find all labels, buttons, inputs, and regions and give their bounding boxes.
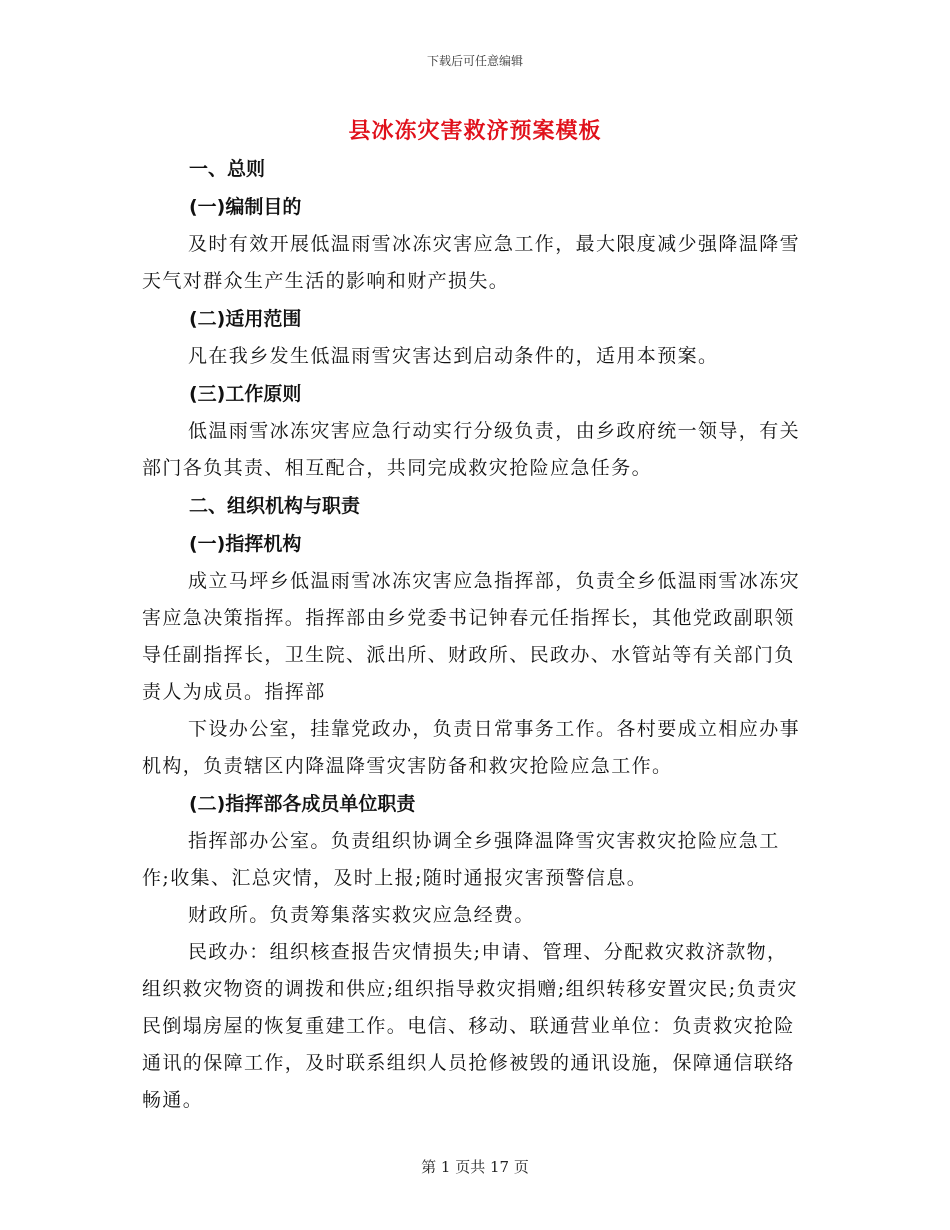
document-title: 县冰冻灾害救济预案模板 — [348, 118, 602, 144]
paragraph-duties-civil: 民政办：组织核查报告灾情损失;申请、管理、分配救灾救济款物，组织救灾物资的调拨和供应;组织指导救灾捐赠;组织转移安置灾民;负责灾民倒塌房屋的恢复重建工作。电信、移动、联通营业单位：负责救灾抢险通讯的保障工作，及时联系组织人员抢修被毁的通讯设施，保障通信联络畅通。 — [142, 941, 798, 1111]
subsection-heading-purpose: (一)编制目的 — [189, 196, 302, 218]
paragraph-duties-office: 指挥部办公室。负责组织协调全乡强降温降雪灾害救灾抢险应急工作;收集、汇总灾情，及时上报;随时通报灾害预警信息。 — [142, 830, 780, 889]
section-heading-general: 一、总则 — [189, 158, 266, 180]
section-heading-organization: 二、组织机构与职责 — [189, 495, 361, 517]
subsection-heading-command: (一)指挥机构 — [189, 533, 302, 555]
header-note: 下载后可任意编辑 — [426, 54, 523, 68]
page-footer: 第 1 页共 17 页 — [421, 1158, 529, 1176]
paragraph-principles: 低温雨雪冰冻灾害应急行动实行分级负责，由乡政府统一领导，有关部门各负其责、相互配合，共同完成救灾抢险应急任务。 — [142, 420, 801, 479]
subsection-heading-scope: (二)适用范围 — [189, 308, 302, 330]
paragraph-office: 下设办公室，挂靠党政办，负责日常事务工作。各村要成立相应办事机构，负责辖区内降温降雪灾害防备和救灾抢险应急工作。 — [142, 718, 801, 777]
paragraph-purpose: 及时有效开展低温雨雪冰冻灾害应急工作，最大限度减少强降温降雪天气对群众生产生活的影响和财产损失。 — [142, 233, 801, 292]
document-body — [142, 150, 802, 1119]
paragraph-duties-finance: 财政所。负责筹集落实救灾应急经费。 — [188, 904, 535, 926]
paragraph-command: 成立马坪乡低温雨雪冰冻灾害应急指挥部，负责全乡低温雨雪冰冻灾害应急决策指挥。指挥部由乡党委书记钟春元任指挥长，其他党政副职领导任副指挥长，卫生院、派出所、财政所、民政办、水管站等有关部门负责人为成员。指挥部 — [142, 570, 801, 703]
subsection-heading-duties: (二)指挥部各成员单位职责 — [189, 793, 416, 815]
paragraph-scope: 凡在我乡发生低温雨雪灾害达到启动条件的，适用本预案。 — [188, 345, 719, 367]
subsection-heading-principles: (三)工作原则 — [189, 383, 302, 405]
